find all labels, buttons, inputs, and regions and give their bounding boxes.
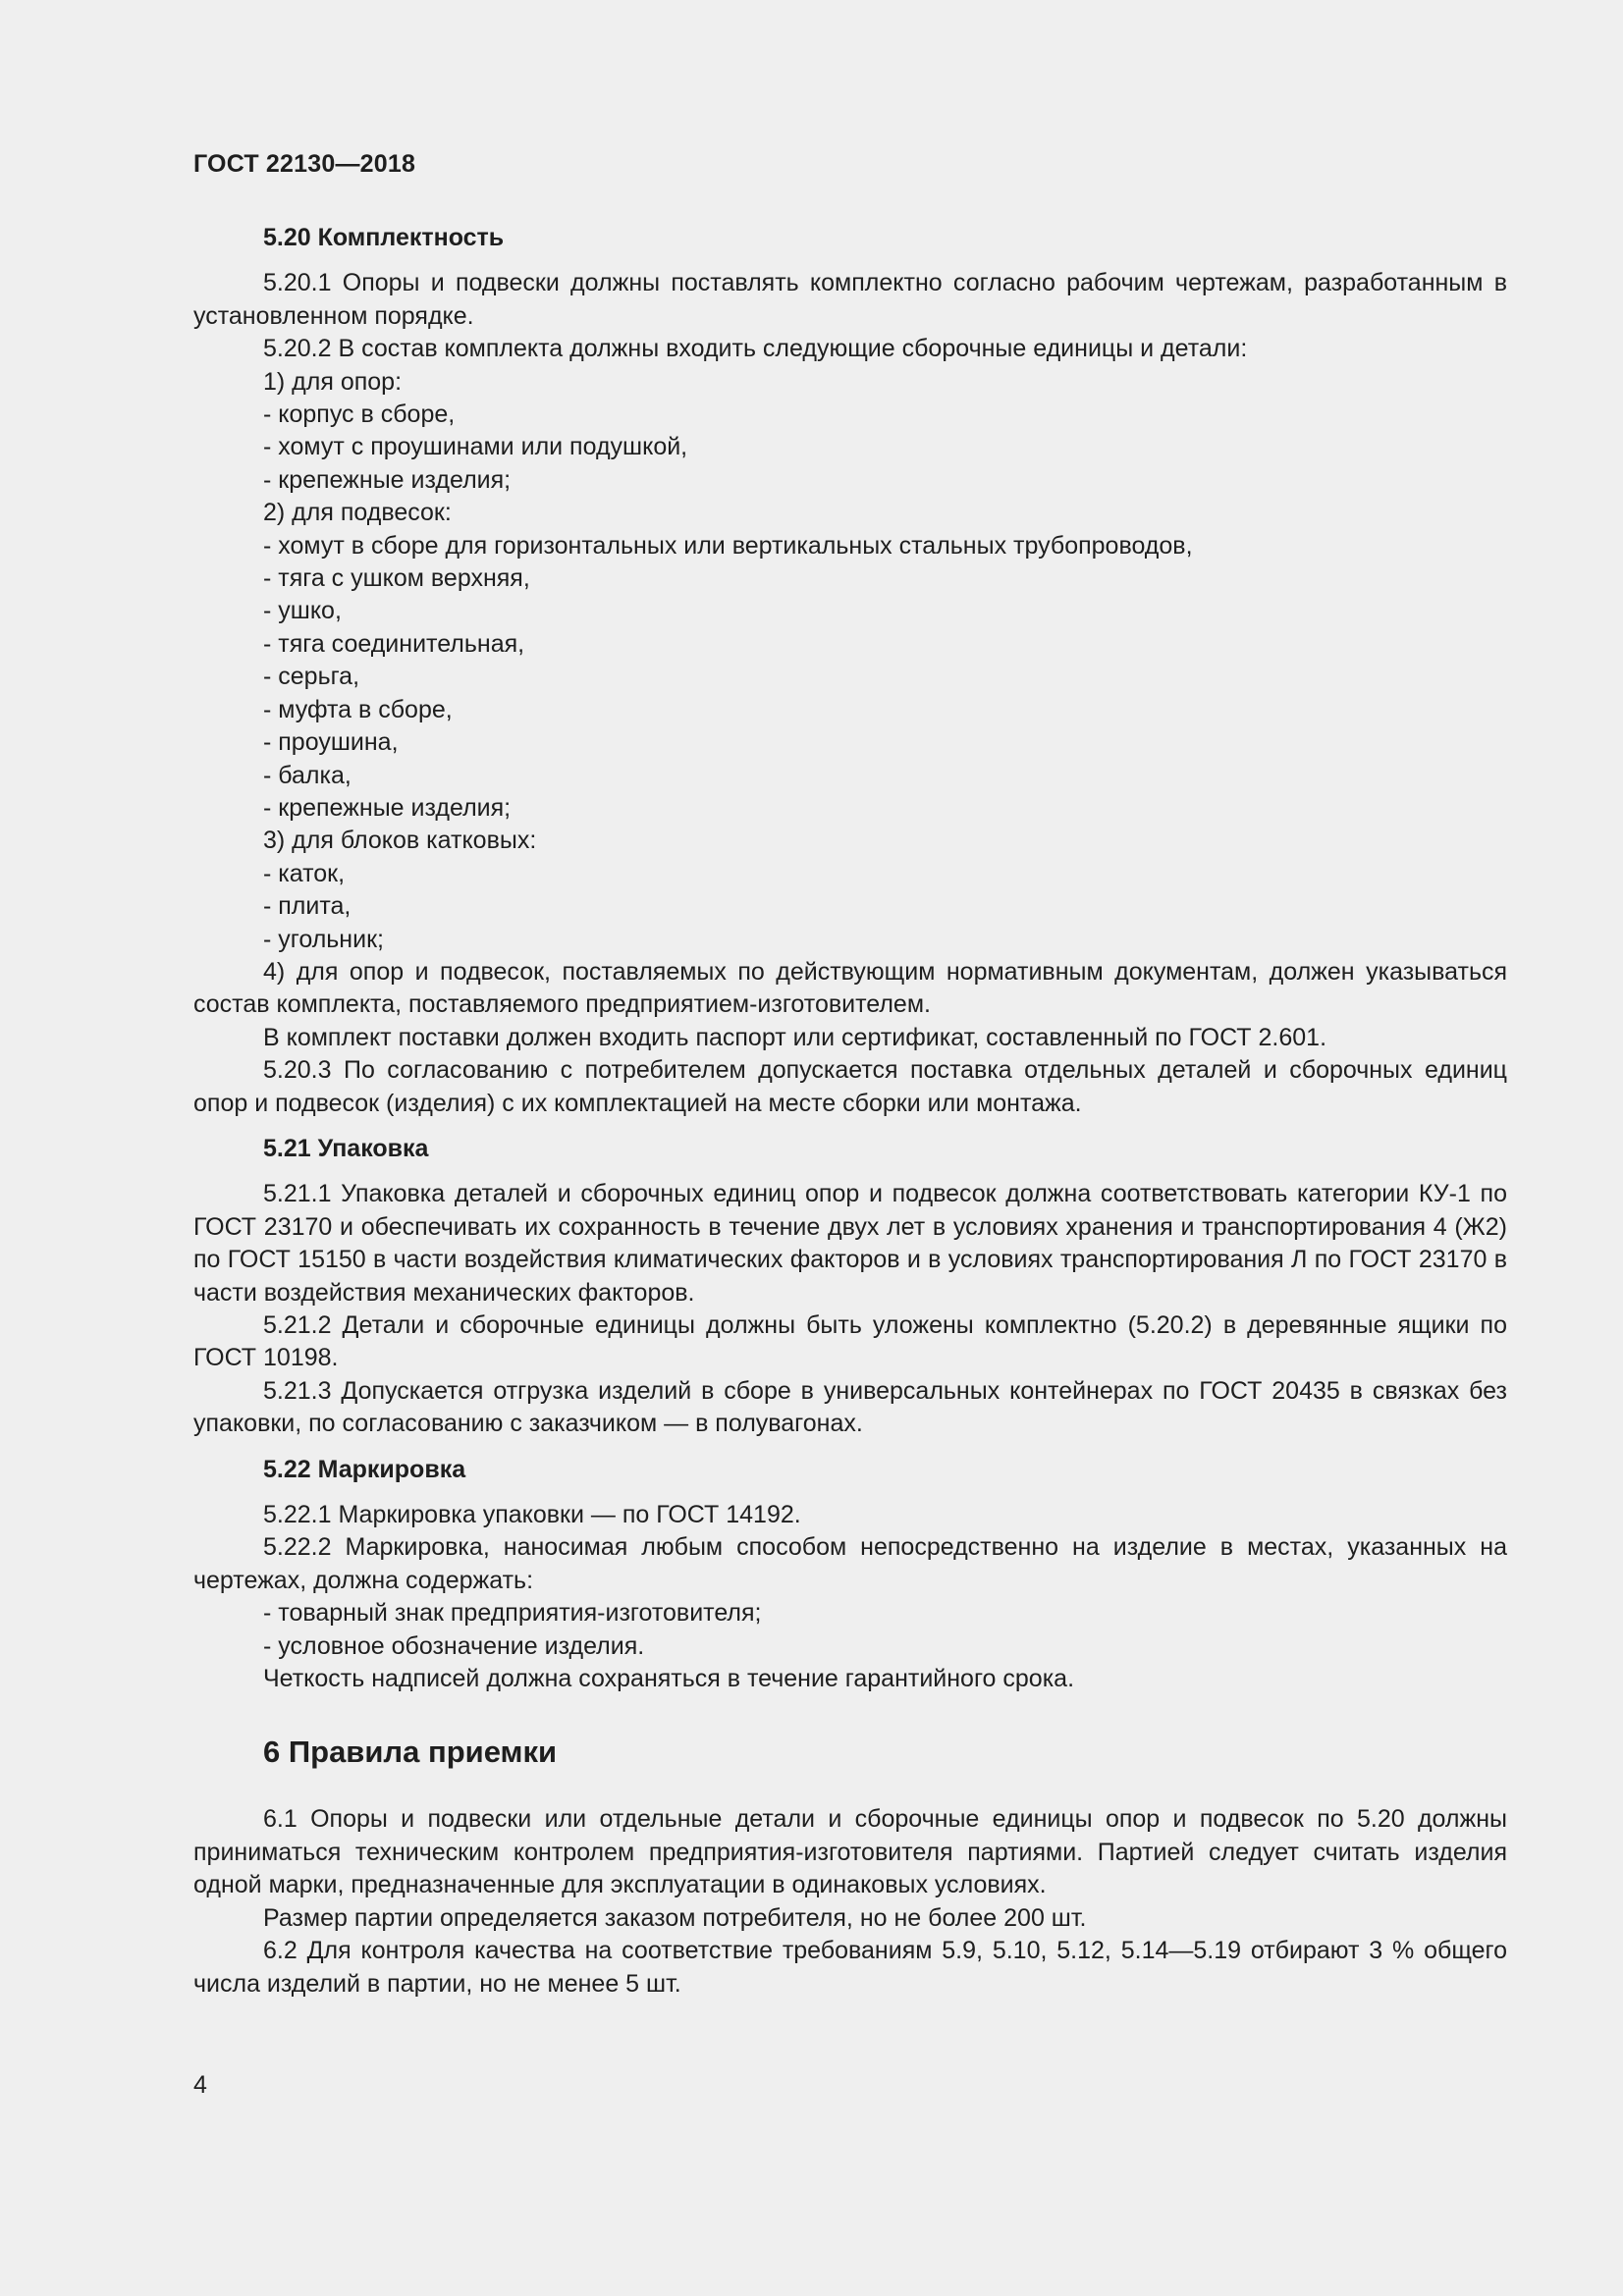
list-item: - хомут в сборе для горизонтальных или вертикальных стальных трубопроводов, <box>263 531 1193 560</box>
paragraph-5-20-2: 5.20.2 В состав комплекта должны входить следующие сборочные единицы и детали: <box>263 335 1248 363</box>
section-5-21-title: 5.21 Упаковка <box>263 1134 429 1162</box>
list-2-title: 2) для подвесок: <box>263 499 452 527</box>
list-item: - серьга, <box>263 663 360 691</box>
list-item: - угольник; <box>263 925 384 953</box>
list-item: - плита, <box>263 892 352 921</box>
standard-code-header: ГОСТ 22130—2018 <box>193 150 416 178</box>
paragraph-6-2: 6.2 Для контроля качества на соответствие требованиям 5.9, 5.10, 5.12, 5.14—5.19 отбирают 3 % общего числа изделий в партии, но не менее 5 шт. <box>193 1937 1507 1998</box>
list-item: - тяга соединительная, <box>263 629 525 658</box>
paragraph-5-21-1: 5.21.1 Упаковка деталей и сборочных единиц опор и подвесок должна соответствовать категории КУ-1 по ГОСТ 23170 и обеспечивать их сохранность в течение двух лет в условиях хранения и транспортирования 4 (Ж2) по ГОСТ 15150 в части воздействия климатических факторов и в условиях транспортирования Л по ГОСТ 23170 в части воздействия механических факторов. <box>193 1180 1507 1307</box>
chapter-6-title: 6 Правила приемки <box>263 1735 558 1770</box>
paragraph-5-21-2: 5.21.2 Детали и сборочные единицы должны быть уложены комплектно (5.20.2) в деревянные ящики по ГОСТ 10198. <box>193 1311 1507 1372</box>
paragraph-5-20-1: 5.20.1 Опоры и подвески должны поставлять комплектно согласно рабочим чертежам, разработанным в установленном порядке. <box>193 269 1507 330</box>
list-item: - ушко, <box>263 597 342 625</box>
paragraph-5-21-3: 5.21.3 Допускается отгрузка изделий в сборе в универсальных контейнерах по ГОСТ 20435 в связках без упаковки, по согласованию с заказчиком — в полувагонах. <box>193 1376 1507 1438</box>
paragraph-5-22-1: 5.22.1 Маркировка упаковки — по ГОСТ 14192. <box>263 1501 801 1529</box>
list-item: - хомут с проушинами или подушкой, <box>263 433 688 461</box>
list-item: - проушина, <box>263 728 399 757</box>
paragraph-list-4: 4) для опор и подвесок, поставляемых по действующим нормативным документам, должен указываться состав комплекта, поставляемого предприятием-изготовителем. <box>193 957 1507 1019</box>
paragraph-legibility: Четкость надписей должна сохраняться в течение гарантийного срока. <box>263 1665 1075 1693</box>
list-item: - крепежные изделия; <box>263 793 512 822</box>
list-item: - балка, <box>263 761 352 789</box>
page-number: 4 <box>193 2071 207 2099</box>
list-1-title: 1) для опор: <box>263 367 403 396</box>
page-content <box>193 222 1507 2001</box>
paragraph-batch-size: Размер партии определяется заказом потребителя, но не более 200 шт. <box>263 1903 1087 1932</box>
list-item: - тяга с ушком верхняя, <box>263 564 530 593</box>
list-item: - корпус в сборе, <box>263 400 456 429</box>
paragraph-5-22-2: 5.22.2 Маркировка, наносимая любым способом непосредственно на изделие в местах, указанных на чертежах, должна содержать: <box>193 1533 1507 1594</box>
list-item: - условное обозначение изделия. <box>263 1631 645 1660</box>
list-item: - муфта в сборе, <box>263 695 453 723</box>
paragraph-passport: В комплект поставки должен входить паспорт или сертификат, составленный по ГОСТ 2.601. <box>263 1023 1327 1051</box>
paragraph-6-1: 6.1 Опоры и подвески или отдельные детали и сборочные единицы опор и подвесок по 5.20 должны приниматься техническим контролем предприятия-изготовителя партиями. Партией следует считать изделия одной марки, предназначенные для эксплуатации в одинаковых условиях. <box>193 1805 1507 1899</box>
section-5-20-title: 5.20 Комплектность <box>263 224 505 251</box>
list-item: - товарный знак предприятия-изготовителя; <box>263 1599 762 1628</box>
paragraph-5-20-3: 5.20.3 По согласованию с потребителем допускается поставка отдельных деталей и сборочных единиц опор и подвесок (изделия) с их комплектацией на месте сборки или монтажа. <box>193 1056 1507 1117</box>
section-5-22-title: 5.22 Маркировка <box>263 1455 466 1483</box>
list-item: - каток, <box>263 859 346 887</box>
list-item: - крепежные изделия; <box>263 465 512 494</box>
list-3-title: 3) для блоков катковых: <box>263 827 537 855</box>
